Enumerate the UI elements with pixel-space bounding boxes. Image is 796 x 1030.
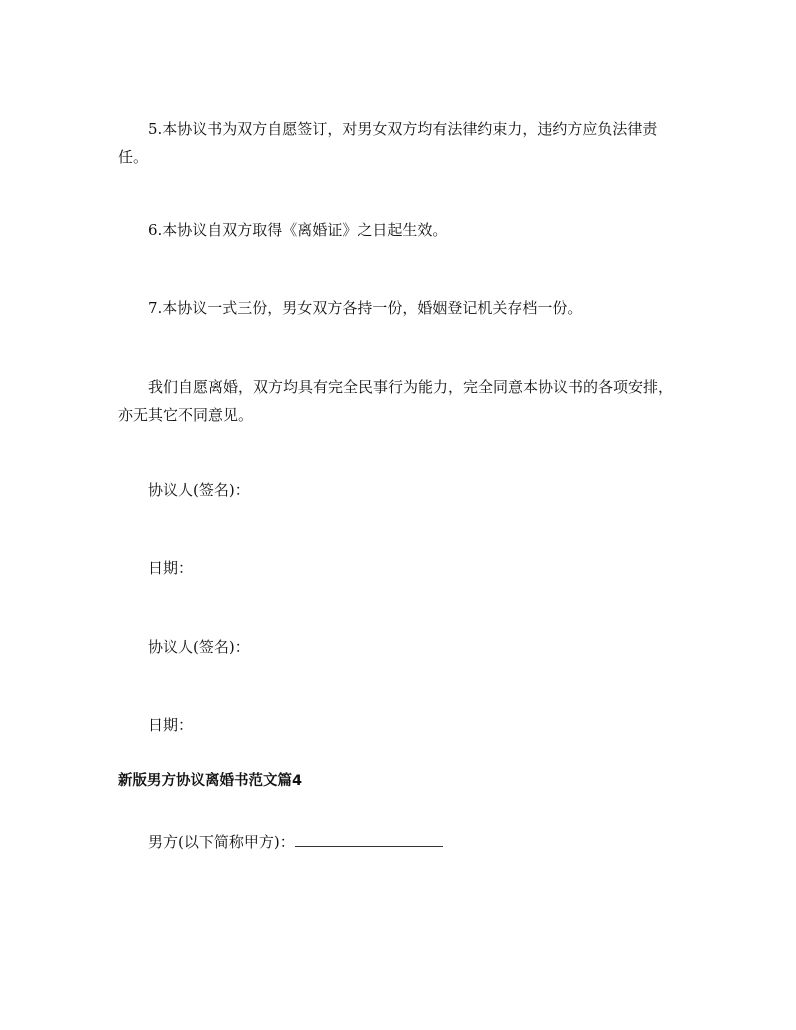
party-a-label: 男方(以下简称甲方)： (148, 833, 295, 851)
clause-7: 7.本协议一式三份，男女双方各持一份，婚姻登记机关存档一份。 (148, 299, 583, 317)
party-a-line (118, 828, 683, 856)
date-2-label: 日期： (148, 716, 194, 734)
date-1-label: 日期： (148, 559, 194, 577)
party-a-blank (295, 830, 443, 847)
signer-2-label: 协议人(签名)： (148, 638, 250, 656)
section-heading: 新版男方协议离婚书范文篇4 (118, 773, 303, 789)
clause-5: 5.本协议书为双方自愿签订，对男女双方均有法律约束力，违约方应负法律责任。 (118, 120, 658, 166)
consent-statement: 我们自愿离婚，双方均具有完全民事行为能力，完全同意本协议书的各项安排，亦无其它不同意见。 (118, 378, 674, 424)
clause-6: 6.本协议自双方取得《离婚证》之日起生效。 (148, 221, 448, 239)
signer-1-label: 协议人(签名)： (148, 481, 250, 499)
